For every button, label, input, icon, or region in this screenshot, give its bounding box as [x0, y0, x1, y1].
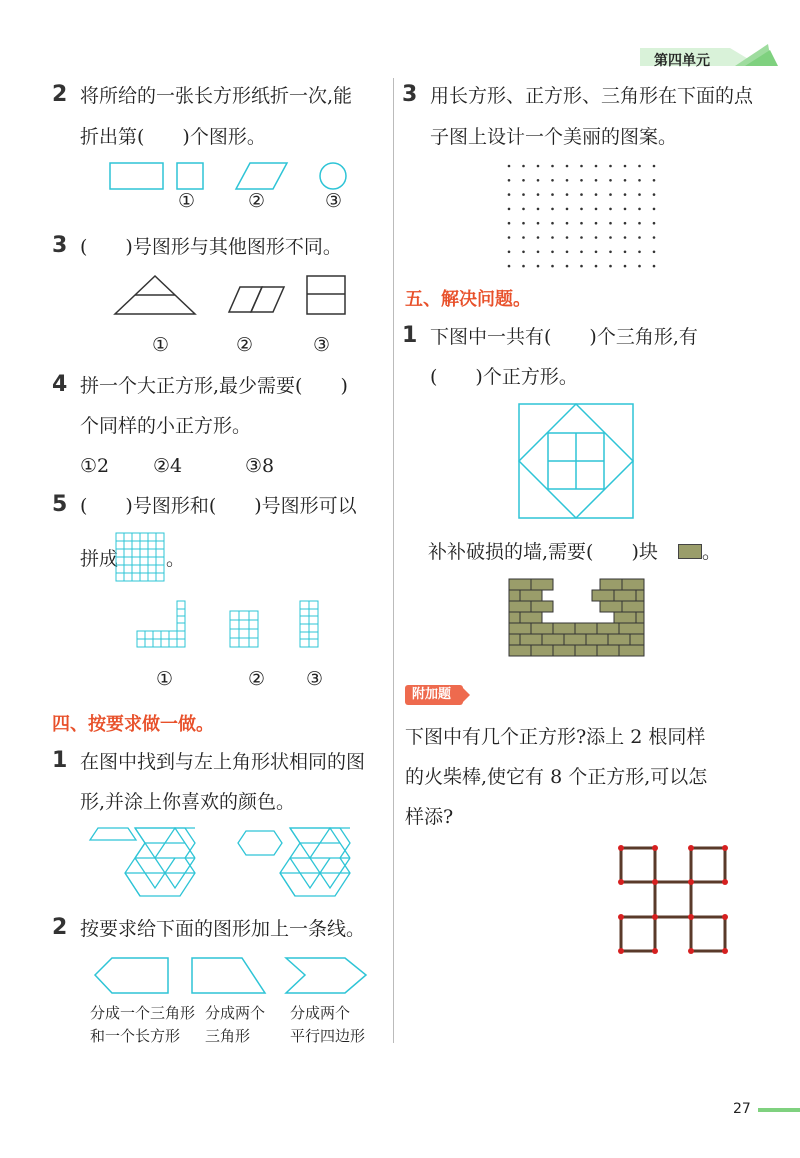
question-text: 按要求给下面的图形加上一条线。 [80, 918, 366, 940]
grid-dot [551, 165, 554, 168]
grid-dot [537, 222, 540, 225]
grid-dot [609, 251, 612, 254]
question-text: 个同样的小正方形。 [80, 415, 252, 437]
instruction-caption: 分成一个三角形 [90, 1004, 196, 1022]
question-text: 。 [702, 541, 722, 563]
question-number: 3 [52, 233, 68, 258]
question-text: ( )号图形与其他图形不同。 [80, 236, 342, 258]
split-shapes-figure [90, 953, 380, 1003]
grid-dot [508, 193, 511, 196]
grid-dot [566, 193, 569, 196]
grid-dot [638, 265, 641, 268]
section-heading: 四、按要求做一做。 [52, 714, 214, 735]
grid-dot [580, 165, 583, 168]
grid-dot [508, 208, 511, 211]
brick-icon [678, 544, 702, 559]
shape-label: ① [156, 668, 174, 690]
grid-dot [508, 179, 511, 182]
page-number: 27 [733, 1101, 751, 1117]
matchstick-figure [618, 845, 738, 960]
question-text: 拼一个大正方形,最少需要( ) [80, 375, 348, 397]
grid-dot [624, 179, 627, 182]
answer-option: ①2 [80, 455, 110, 477]
grid-dot [537, 193, 540, 196]
triangle-pattern-figure [90, 828, 390, 898]
grid-dot [566, 236, 569, 239]
grid-dot [580, 265, 583, 268]
question-text: 形,并涂上你喜欢的颜色。 [80, 791, 296, 813]
grid-dot [551, 193, 554, 196]
grid-dot [566, 208, 569, 211]
grid-dot [653, 222, 656, 225]
grid-dot [537, 179, 540, 182]
grid-dot [624, 193, 627, 196]
shape-label: ① [152, 334, 170, 356]
instruction-caption: 分成两个 [290, 1004, 351, 1022]
grid-dot [508, 222, 511, 225]
grid-dot [595, 165, 598, 168]
grid-dot [508, 165, 511, 168]
grid-dot [566, 165, 569, 168]
grid-dot [522, 265, 525, 268]
grid-pieces-figure [135, 601, 335, 651]
grid-dot [522, 236, 525, 239]
column-divider [393, 78, 394, 1043]
grid-dot [609, 236, 612, 239]
grid-dot [653, 193, 656, 196]
grid-dot [595, 193, 598, 196]
shape-label: ② [248, 190, 266, 212]
question-text: 补补破损的墙,需要( )块 [428, 541, 658, 563]
question-number: 5 [52, 492, 68, 517]
grid-dot [653, 165, 656, 168]
grid-dot [595, 265, 598, 268]
grid-dot [522, 179, 525, 182]
shape-label: ③ [306, 668, 324, 690]
question-text: 在图中找到与左上角形状相同的图 [80, 751, 366, 773]
question-text: 用长方形、正方形、三角形在下面的点 [430, 85, 754, 107]
question-text: 子图上设计一个美丽的图案。 [430, 126, 678, 148]
grid-dot [551, 251, 554, 254]
question-text: ( )号图形和( )号图形可以 [80, 495, 357, 517]
grid-dot [551, 265, 554, 268]
grid-dot [595, 251, 598, 254]
grid-dot [551, 208, 554, 211]
question-text: ( )个正方形。 [430, 366, 578, 388]
grid-dot [537, 165, 540, 168]
grid-dot [566, 222, 569, 225]
grid-dot [624, 165, 627, 168]
grid-dot [624, 222, 627, 225]
grid-dot [580, 208, 583, 211]
broken-wall-figure [508, 578, 648, 668]
grid-dot [653, 179, 656, 182]
grid-dot [609, 179, 612, 182]
nested-square-figure [518, 403, 638, 523]
grid-dot [508, 251, 511, 254]
grid-dot [638, 193, 641, 196]
grid-dot [624, 208, 627, 211]
grid-dot [566, 251, 569, 254]
grid-dot [638, 236, 641, 239]
grid-dot [638, 251, 641, 254]
grid-dot [653, 236, 656, 239]
grid-dot [522, 251, 525, 254]
grid-dot [522, 222, 525, 225]
question-number: 3 [402, 82, 418, 107]
answer-option: ③8 [245, 455, 275, 477]
grid-dot [609, 208, 612, 211]
instruction-caption: 和一个长方形 [90, 1027, 181, 1045]
grid-dot [609, 265, 612, 268]
grid-dot [566, 179, 569, 182]
grid-dot [595, 179, 598, 182]
bonus-tag-arrow [462, 685, 476, 705]
instruction-caption: 三角形 [205, 1027, 251, 1045]
grid-dot [653, 265, 656, 268]
shape-label: ③ [325, 190, 343, 212]
question-number: 4 [52, 372, 68, 397]
grid-dot [537, 208, 540, 211]
grid-dot [537, 265, 540, 268]
grid-dot [595, 208, 598, 211]
unit-tab-label: 第四单元 [654, 53, 710, 69]
grid-dot [551, 222, 554, 225]
grid-dot [551, 236, 554, 239]
bonus-tag-label: 附加题 [412, 687, 452, 702]
grid-dot [638, 222, 641, 225]
grid-dot [609, 193, 612, 196]
answer-option: ②4 [153, 455, 183, 477]
grid-dot [595, 236, 598, 239]
instruction-caption: 分成两个 [205, 1004, 266, 1022]
question-text: 的火柴棒,使它有 8 个正方形,可以怎 [405, 766, 708, 788]
question-text: 样添? [405, 806, 454, 828]
grid-dot [522, 208, 525, 211]
grid-dot [551, 179, 554, 182]
dot-grid-figure [505, 162, 665, 272]
question-number: 1 [402, 323, 418, 348]
grid-dot [638, 165, 641, 168]
grid-dot [638, 208, 641, 211]
shape-label: ② [236, 334, 254, 356]
question-number: 2 [52, 82, 68, 107]
footer-bar [758, 1108, 800, 1112]
grid-dot [624, 236, 627, 239]
grid-dot [638, 179, 641, 182]
question-text: 下图中一共有( )个三角形,有 [430, 326, 698, 348]
grid-dot [537, 236, 540, 239]
grid-dot [580, 193, 583, 196]
grid-dot [580, 222, 583, 225]
section-heading: 五、解决问题。 [405, 289, 531, 310]
grid-dot [508, 236, 511, 239]
grid-dot [508, 265, 511, 268]
grid-dot [522, 165, 525, 168]
grid-dot [566, 265, 569, 268]
grid-dot [653, 251, 656, 254]
question-text: 。 [166, 548, 186, 570]
grid-dot [595, 222, 598, 225]
grid-dot [624, 251, 627, 254]
question-text: 将所给的一张长方形纸折一次,能 [80, 85, 353, 107]
question-text: 拼成 [80, 548, 119, 570]
grid-dot [580, 251, 583, 254]
grid-dot [580, 179, 583, 182]
grid-dot [609, 222, 612, 225]
shape-label: ① [178, 190, 196, 212]
different-shape-figure [110, 272, 370, 322]
grid-dot [609, 165, 612, 168]
question-text: 折出第( )个图形。 [80, 126, 266, 148]
grid-dot [522, 193, 525, 196]
grid-dot [537, 251, 540, 254]
grid-dot [624, 265, 627, 268]
shape-label: ③ [313, 334, 331, 356]
shape-label: ② [248, 668, 266, 690]
grid-dot [653, 208, 656, 211]
question-number: 2 [52, 915, 68, 940]
target-grid-figure [116, 533, 166, 583]
question-text: 下图中有几个正方形?添上 2 根同样 [405, 726, 706, 748]
instruction-caption: 平行四边形 [290, 1027, 366, 1045]
question-number: 1 [52, 748, 68, 773]
grid-dot [580, 236, 583, 239]
